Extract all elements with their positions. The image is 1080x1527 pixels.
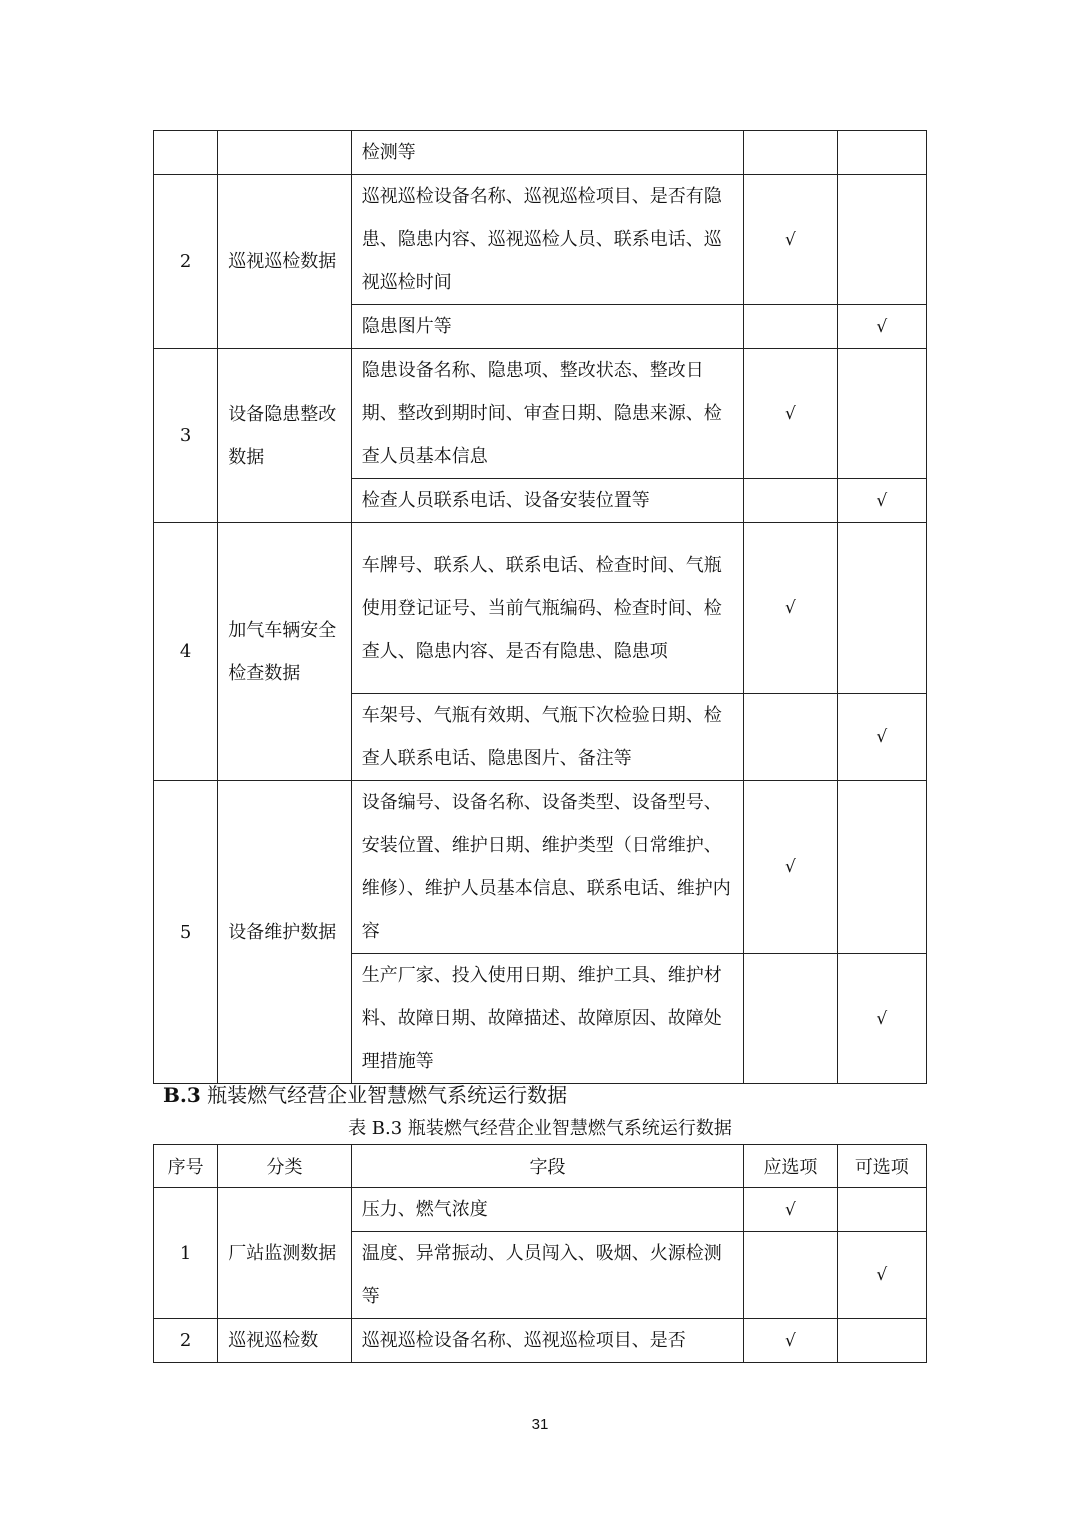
optional-mark	[837, 175, 926, 305]
required-mark	[744, 694, 837, 781]
row-category: 巡视巡检数据	[218, 175, 352, 349]
optional-mark	[837, 781, 926, 954]
required-mark: √	[744, 1188, 837, 1232]
row-fields: 检测等	[351, 131, 744, 175]
row-number: 4	[154, 523, 218, 781]
optional-mark	[837, 349, 926, 479]
header-optional: 可选项	[837, 1145, 926, 1188]
section-number: B.3	[163, 1083, 201, 1107]
required-mark: √	[744, 175, 837, 305]
row-category: 设备隐患整改数据	[218, 349, 352, 523]
row-fields: 隐患图片等	[351, 305, 744, 349]
row-number: 5	[154, 781, 218, 1084]
row-fields: 温度、异常振动、人员闯入、吸烟、火源检测等	[351, 1232, 744, 1319]
row-category: 设备维护数据	[218, 781, 352, 1084]
row-fields: 设备编号、设备名称、设备类型、设备型号、安装位置、维护日期、维护类型（日常维护、维修）、维护人员基本信息、联系电话、维护内容	[351, 781, 744, 954]
table-row	[154, 1319, 927, 1363]
row-fields: 车牌号、联系人、联系电话、检查时间、气瓶使用登记证号、当前气瓶编码、检查时间、检查人、隐患内容、是否有隐患、隐患项	[351, 523, 744, 694]
row-category: 厂站监测数据	[218, 1188, 352, 1319]
table-row	[154, 131, 927, 175]
header-category: 分类	[218, 1145, 352, 1188]
table-caption: 表 B.3 瓶装燃气经营企业智慧燃气系统运行数据	[348, 1118, 732, 1139]
optional-mark: √	[837, 479, 926, 523]
optional-mark: √	[837, 694, 926, 781]
required-mark: √	[744, 1319, 837, 1363]
optional-mark	[837, 1319, 926, 1363]
required-mark: √	[744, 781, 837, 954]
required-mark	[744, 305, 837, 349]
optional-mark: √	[837, 1232, 926, 1319]
row-category: 巡视巡检数	[218, 1319, 352, 1363]
row-fields: 压力、燃气浓度	[351, 1188, 744, 1232]
table-b3	[153, 1144, 927, 1363]
required-mark	[744, 954, 837, 1084]
required-mark	[744, 131, 837, 175]
row-fields: 车架号、气瓶有效期、气瓶下次检验日期、检查人联系电话、隐患图片、备注等	[351, 694, 744, 781]
section-heading	[163, 1078, 567, 1112]
row-number: 1	[154, 1188, 218, 1319]
optional-mark	[837, 523, 926, 694]
optional-mark	[837, 131, 926, 175]
table-row	[154, 523, 927, 694]
header-number: 序号	[154, 1145, 218, 1188]
header-fields: 字段	[351, 1145, 744, 1188]
table-row	[154, 175, 927, 305]
row-category	[218, 131, 352, 175]
required-mark	[744, 1232, 837, 1319]
row-fields: 生产厂家、投入使用日期、维护工具、维护材料、故障日期、故障描述、故障原因、故障处理措施等	[351, 954, 744, 1084]
row-number: 2	[154, 1319, 218, 1363]
table-header-row	[154, 1145, 927, 1188]
page-number: 31	[531, 1416, 549, 1433]
required-mark	[744, 479, 837, 523]
row-fields: 巡视巡检设备名称、巡视巡检项目、是否	[351, 1319, 744, 1363]
optional-mark	[837, 1188, 926, 1232]
row-fields: 隐患设备名称、隐患项、整改状态、整改日期、整改到期时间、审查日期、隐患来源、检查人员基本信息	[351, 349, 744, 479]
optional-mark: √	[837, 305, 926, 349]
table-b2-continuation	[153, 130, 927, 1084]
table-row	[154, 1188, 927, 1232]
table-row	[154, 781, 927, 954]
header-required: 应选项	[744, 1145, 837, 1188]
row-number: 3	[154, 349, 218, 523]
row-fields: 检查人员联系电话、设备安装位置等	[351, 479, 744, 523]
table-row	[154, 349, 927, 479]
required-mark: √	[744, 349, 837, 479]
row-number: 2	[154, 175, 218, 349]
required-mark: √	[744, 523, 837, 694]
row-category: 加气车辆安全检查数据	[218, 523, 352, 781]
row-fields: 巡视巡检设备名称、巡视巡检项目、是否有隐患、隐患内容、巡视巡检人员、联系电话、巡视巡检时间	[351, 175, 744, 305]
optional-mark: √	[837, 954, 926, 1084]
row-number	[154, 131, 218, 175]
section-title: 瓶装燃气经营企业智慧燃气系统运行数据	[207, 1083, 568, 1107]
